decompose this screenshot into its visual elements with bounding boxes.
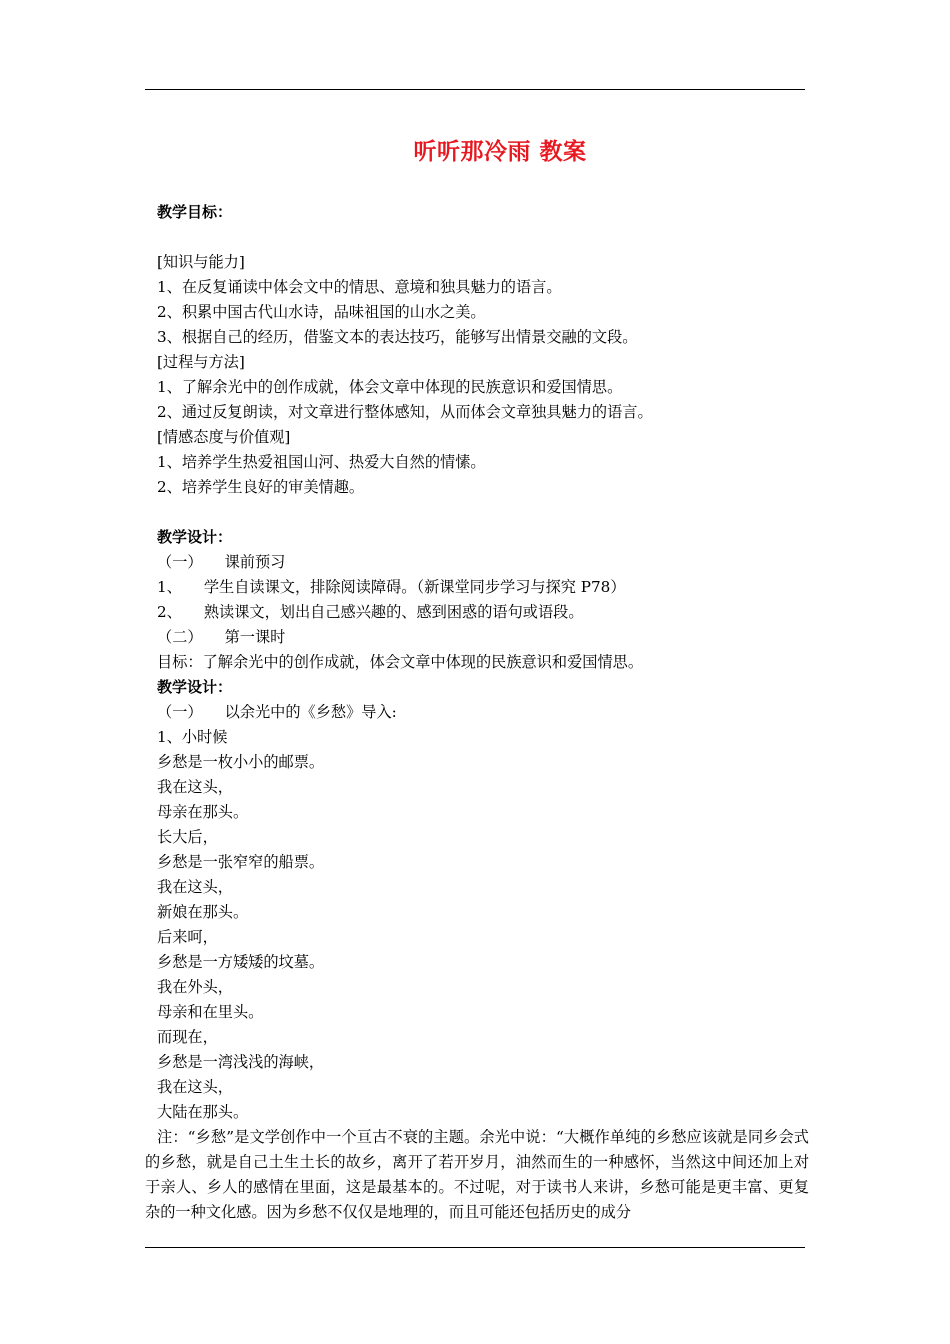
poem-line: 后来呵， <box>157 928 218 946</box>
list-item: 1、在反复诵读中体会文中的情思、意境和独具魅力的语言。 <box>157 278 562 296</box>
item-text: 学生自读课文，排除阅读障碍。（新课堂同步学习与探究 P78） <box>203 578 626 596</box>
spacer <box>145 500 809 525</box>
lesson-label: （二） <box>157 628 203 646</box>
poem-line: 我在这头， <box>157 778 233 796</box>
poem-line: 乡愁是一张窄窄的船票。 <box>157 853 325 871</box>
poem-line: 新娘在那头。 <box>157 903 249 921</box>
list-item <box>145 575 809 600</box>
lesson-goal: 目标：了解余光中的创作成就，体会文章中体现的民族意识和爱国情思。 <box>157 653 643 671</box>
poem-line: 1、小时候 <box>157 728 228 746</box>
poem-line: 乡愁是一湾浅浅的海峡， <box>157 1053 325 1071</box>
note-paragraph: 注：“乡愁”是文学创作中一个亘古不衰的主题。余光中说：“大概作单纯的乡愁应该就是同乡会式的乡愁，就是自己土生土长的故乡，离开了若开岁月，油然而生的一种感怀，当然这中间还加上对于亲人、乡人的感情在里面，这是最基本的。不过呢，对于读书人来讲，乡愁可能是更丰富、更复杂的一种文化感。因为乡愁不仅仅是地理的，而且可能还包括历史的成分 <box>145 1128 809 1221</box>
document-title: 听听那冷雨 教案 <box>413 139 587 165</box>
spacer <box>145 225 809 250</box>
poem-line: 我在这头， <box>157 1078 233 1096</box>
preview-section-title <box>145 550 809 575</box>
knowledge-heading: [知识与能力] <box>157 253 245 271</box>
list-item <box>145 600 809 625</box>
list-item: 1、培养学生热爱祖国山河、热爱大自然的情愫。 <box>157 453 486 471</box>
poem-line: 大陆在那头。 <box>157 1103 249 1121</box>
list-item: 2、积累中国古代山水诗，品味祖国的山水之美。 <box>157 303 486 321</box>
preview-title: 课前预习 <box>224 553 286 571</box>
list-item: 2、培养学生良好的审美情趣。 <box>157 478 365 496</box>
intro-section-title <box>145 700 809 725</box>
poem-line: 我在外头， <box>157 978 233 996</box>
preview-label: （一） <box>157 553 203 571</box>
design-heading: 教学设计： <box>157 528 233 546</box>
poem-line: 长大后， <box>157 828 218 846</box>
intro-label: （一） <box>157 703 203 721</box>
poem-line: 而现在， <box>157 1028 218 1046</box>
lesson-section-title <box>145 625 809 650</box>
poem-line: 乡愁是一枚小小的邮票。 <box>157 753 325 771</box>
list-item: 2、通过反复朗读，对文章进行整体感知，从而体会文章独具魅力的语言。 <box>157 403 653 421</box>
poem-line: 乡愁是一方矮矮的坟墓。 <box>157 953 325 971</box>
design-heading-2: 教学设计： <box>157 678 233 696</box>
list-item: 1、了解余光中的创作成就，体会文章中体现的民族意识和爱国情思。 <box>157 378 623 396</box>
header-rule <box>145 89 805 90</box>
document-body <box>145 200 809 1225</box>
item-text: 熟读课文，划出自己感兴趣的、感到困惑的语句或语段。 <box>203 603 584 621</box>
poem-line: 我在这头， <box>157 878 233 896</box>
poem-line: 母亲在那头。 <box>157 803 249 821</box>
emotion-heading: [情感态度与价值观] <box>157 428 291 446</box>
lesson-title: 第一课时 <box>224 628 286 646</box>
process-heading: [过程与方法] <box>157 353 245 371</box>
item-number: 2、 <box>157 603 182 621</box>
list-item: 3、根据自己的经历，借鉴文本的表达技巧，能够写出情景交融的文段。 <box>157 328 638 346</box>
item-number: 1、 <box>157 578 182 596</box>
footer-rule <box>145 1247 805 1248</box>
intro-title: 以余光中的《乡愁》导入: <box>224 703 397 721</box>
objectives-heading: 教学目标： <box>157 203 233 221</box>
poem-line: 母亲和在里头。 <box>157 1003 264 1021</box>
